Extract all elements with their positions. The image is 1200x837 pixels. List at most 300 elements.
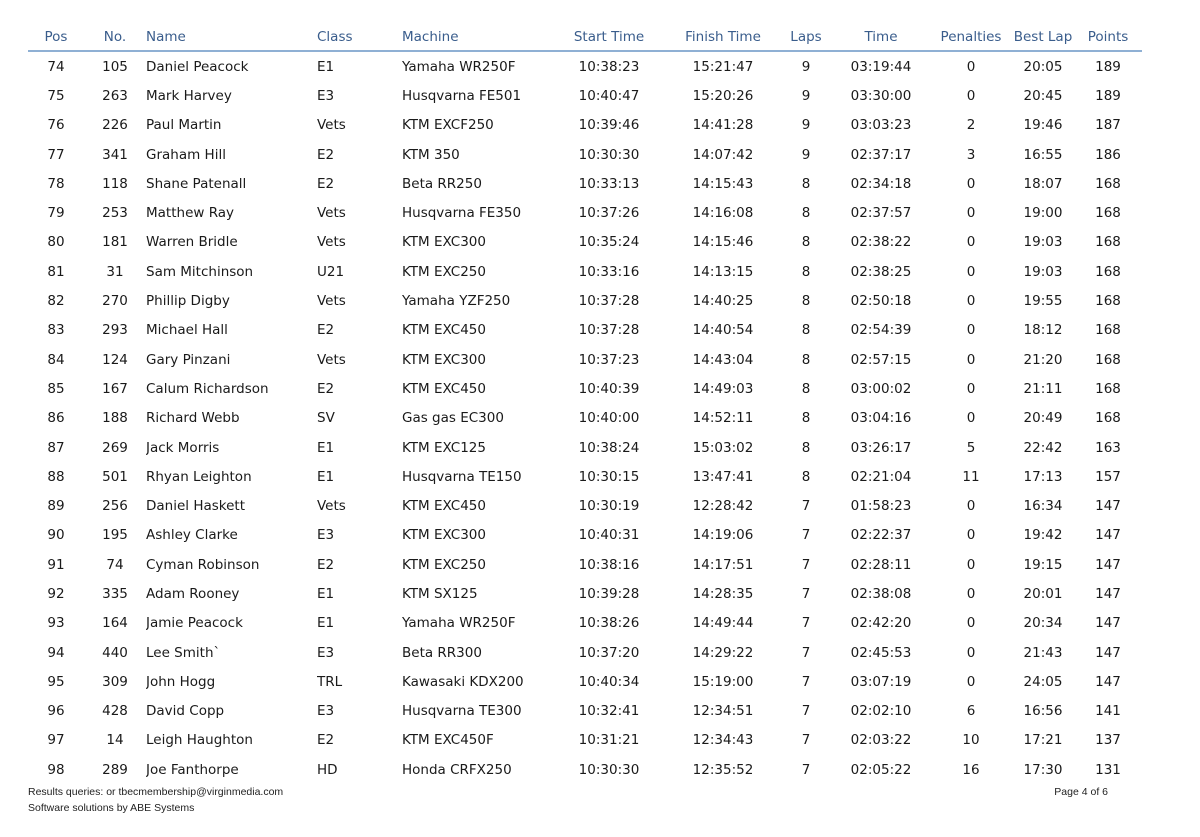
- cell-pos: 85: [47, 380, 65, 397]
- cell-finish-time: 14:15:46: [692, 234, 754, 251]
- cell-best-lap: 24:05: [1023, 673, 1063, 690]
- cell-penalties: 6: [966, 703, 976, 720]
- cell-class: E2: [317, 732, 335, 749]
- cell-laps: 7: [801, 615, 811, 632]
- cell-machine: Yamaha YZF250: [402, 293, 511, 310]
- table-row: [28, 169, 1142, 198]
- cell-class: Vets: [317, 498, 346, 515]
- cell-laps: 7: [801, 703, 811, 720]
- cell-laps: 8: [801, 205, 811, 222]
- cell-laps: 9: [801, 146, 811, 163]
- cell-start-time: 10:40:47: [578, 87, 640, 104]
- cell-start-time: 10:38:26: [578, 615, 640, 632]
- table-row: [28, 726, 1142, 755]
- cell-pos: 82: [47, 293, 65, 310]
- cell-time: 03:03:23: [850, 117, 912, 134]
- cell-start-time: 10:40:31: [578, 527, 640, 544]
- cell-best-lap: 21:20: [1023, 351, 1063, 368]
- cell-machine: Husqvarna FE501: [402, 87, 522, 104]
- cell-finish-time: 15:21:47: [692, 58, 754, 75]
- cell-class: E3: [317, 527, 335, 544]
- cell-start-time: 10:37:26: [578, 205, 640, 222]
- software-credit: Software solutions by ABE Systems: [28, 802, 195, 814]
- cell-laps: 8: [801, 439, 811, 456]
- cell-time: 02:37:57: [850, 205, 912, 222]
- cell-time: 02:28:11: [850, 556, 912, 573]
- column-header-penalties: Penalties: [930, 24, 1012, 51]
- cell-finish-time: 14:43:04: [692, 351, 754, 368]
- cell-machine: KTM EXC300: [402, 351, 486, 368]
- cell-laps: 8: [801, 410, 811, 427]
- cell-laps: 8: [801, 234, 811, 251]
- cell-number: 428: [102, 703, 128, 720]
- cell-pos: 83: [47, 322, 65, 339]
- cell-points: 147: [1095, 527, 1121, 544]
- table-row: [28, 198, 1142, 227]
- cell-machine: Husqvarna TE150: [402, 468, 522, 485]
- cell-number: 440: [102, 644, 128, 661]
- cell-machine: Beta RR300: [402, 644, 482, 661]
- cell-class: E3: [317, 644, 335, 661]
- cell-start-time: 10:40:39: [578, 380, 640, 397]
- cell-time: 02:21:04: [850, 468, 912, 485]
- table-row: [28, 550, 1142, 579]
- cell-finish-time: 12:34:51: [692, 703, 754, 720]
- cell-time: 01:58:23: [850, 498, 912, 515]
- cell-start-time: 10:38:16: [578, 556, 640, 573]
- cell-time: 02:22:37: [850, 527, 912, 544]
- cell-name: Daniel Haskett: [146, 498, 246, 515]
- cell-laps: 8: [801, 293, 811, 310]
- table-row: [28, 111, 1142, 140]
- cell-machine: Kawasaki KDX200: [402, 673, 524, 690]
- table-row: [28, 462, 1142, 491]
- cell-class: E1: [317, 585, 335, 602]
- cell-name: Gary Pinzani: [146, 351, 231, 368]
- cell-time: 02:05:22: [850, 761, 912, 778]
- cell-class: E2: [317, 175, 335, 192]
- cell-laps: 7: [801, 761, 811, 778]
- cell-time: 02:54:39: [850, 322, 912, 339]
- table-row: [28, 404, 1142, 433]
- cell-pos: 89: [47, 498, 65, 515]
- cell-class: Vets: [317, 205, 346, 222]
- cell-time: 02:38:08: [850, 585, 912, 602]
- cell-start-time: 10:37:23: [578, 351, 640, 368]
- cell-laps: 8: [801, 380, 811, 397]
- cell-best-lap: 19:46: [1023, 117, 1063, 134]
- cell-penalties: 0: [966, 322, 976, 339]
- cell-points: 186: [1095, 146, 1121, 163]
- cell-laps: 7: [801, 732, 811, 749]
- cell-penalties: 0: [966, 175, 976, 192]
- cell-points: 168: [1095, 205, 1121, 222]
- cell-laps: 9: [801, 87, 811, 104]
- cell-best-lap: 21:43: [1023, 644, 1063, 661]
- cell-best-lap: 16:56: [1023, 703, 1063, 720]
- cell-start-time: 10:35:24: [578, 234, 640, 251]
- cell-name: Jamie Peacock: [146, 615, 243, 632]
- cell-pos: 94: [47, 644, 65, 661]
- cell-penalties: 0: [966, 644, 976, 661]
- table-row: [28, 433, 1142, 462]
- cell-machine: KTM EXC450F: [402, 732, 494, 749]
- cell-laps: 8: [801, 351, 811, 368]
- cell-finish-time: 14:41:28: [692, 117, 754, 134]
- cell-pos: 97: [47, 732, 65, 749]
- cell-machine: KTM EXC125: [402, 439, 486, 456]
- cell-pos: 93: [47, 615, 65, 632]
- cell-machine: KTM EXCF250: [402, 117, 494, 134]
- cell-name: Sam Mitchinson: [146, 263, 254, 280]
- cell-finish-time: 12:28:42: [692, 498, 754, 515]
- cell-penalties: 0: [966, 410, 976, 427]
- cell-pos: 87: [47, 439, 65, 456]
- cell-finish-time: 15:20:26: [692, 87, 754, 104]
- cell-machine: Husqvarna TE300: [402, 703, 522, 720]
- cell-laps: 9: [801, 58, 811, 75]
- cell-pos: 91: [47, 556, 65, 573]
- table-row: [28, 579, 1142, 608]
- cell-best-lap: 20:45: [1023, 87, 1063, 104]
- cell-pos: 92: [47, 585, 65, 602]
- cell-time: 02:38:22: [850, 234, 912, 251]
- results-queries-note: Results queries: or tbecmembership@virginmedia.com: [28, 786, 284, 798]
- cell-finish-time: 14:15:43: [692, 175, 754, 192]
- cell-best-lap: 20:49: [1023, 410, 1063, 427]
- cell-start-time: 10:30:30: [578, 761, 640, 778]
- cell-pos: 75: [47, 87, 65, 104]
- cell-penalties: 0: [966, 351, 976, 368]
- cell-number: 118: [102, 175, 128, 192]
- cell-class: Vets: [317, 351, 346, 368]
- cell-finish-time: 15:03:02: [692, 439, 754, 456]
- cell-start-time: 10:32:41: [578, 703, 640, 720]
- cell-penalties: 0: [966, 234, 976, 251]
- cell-finish-time: 14:49:44: [692, 615, 754, 632]
- table-row: [28, 491, 1142, 520]
- cell-best-lap: 21:11: [1023, 380, 1063, 397]
- cell-name: Phillip Digby: [146, 293, 230, 310]
- cell-machine: KTM EXC450: [402, 380, 486, 397]
- cell-time: 03:07:19: [850, 673, 912, 690]
- table-row: [28, 316, 1142, 345]
- cell-laps: 9: [801, 117, 811, 134]
- cell-start-time: 10:33:13: [578, 175, 640, 192]
- cell-number: 195: [102, 527, 128, 544]
- cell-start-time: 10:39:28: [578, 585, 640, 602]
- cell-name: Lee Smith`: [146, 644, 221, 661]
- cell-start-time: 10:37:28: [578, 322, 640, 339]
- cell-time: 02:50:18: [850, 293, 912, 310]
- cell-penalties: 16: [962, 761, 980, 778]
- cell-start-time: 10:39:46: [578, 117, 640, 134]
- cell-time: 03:04:16: [850, 410, 912, 427]
- table-row: [28, 286, 1142, 315]
- cell-best-lap: 19:03: [1023, 234, 1063, 251]
- cell-machine: KTM EXC450: [402, 322, 486, 339]
- table-row: [28, 140, 1142, 169]
- cell-machine: Husqvarna FE350: [402, 205, 522, 222]
- cell-number: 188: [102, 410, 128, 427]
- cell-laps: 7: [801, 644, 811, 661]
- table-row: [28, 638, 1142, 667]
- cell-penalties: 0: [966, 615, 976, 632]
- cell-best-lap: 18:07: [1023, 175, 1063, 192]
- cell-points: 147: [1095, 498, 1121, 515]
- cell-penalties: 0: [966, 498, 976, 515]
- cell-class: E2: [317, 322, 335, 339]
- cell-machine: KTM EXC250: [402, 263, 486, 280]
- cell-pos: 76: [47, 117, 65, 134]
- cell-finish-time: 14:16:08: [692, 205, 754, 222]
- table-row: [28, 697, 1142, 726]
- cell-penalties: 0: [966, 673, 976, 690]
- column-header-machine: Machine: [402, 24, 552, 51]
- cell-best-lap: 20:05: [1023, 58, 1063, 75]
- column-header-finish-time: Finish Time: [666, 24, 780, 51]
- cell-points: 168: [1095, 380, 1121, 397]
- cell-finish-time: 14:13:15: [692, 263, 754, 280]
- cell-penalties: 0: [966, 293, 976, 310]
- cell-points: 141: [1095, 703, 1121, 720]
- column-header-laps: Laps: [780, 24, 832, 51]
- cell-finish-time: 14:52:11: [692, 410, 754, 427]
- cell-number: 124: [102, 351, 128, 368]
- column-header-time: Time: [832, 24, 930, 51]
- cell-machine: KTM EXC300: [402, 234, 486, 251]
- cell-machine: Gas gas EC300: [402, 410, 504, 427]
- cell-best-lap: 19:15: [1023, 556, 1063, 573]
- cell-penalties: 0: [966, 556, 976, 573]
- cell-laps: 8: [801, 468, 811, 485]
- cell-class: E3: [317, 703, 335, 720]
- cell-points: 137: [1095, 732, 1121, 749]
- cell-finish-time: 14:49:03: [692, 380, 754, 397]
- table-row: [28, 228, 1142, 257]
- cell-number: 105: [102, 58, 128, 75]
- cell-number: 226: [102, 117, 128, 134]
- cell-points: 187: [1095, 117, 1121, 134]
- cell-time: 03:30:00: [850, 87, 912, 104]
- cell-machine: KTM EXC450: [402, 498, 486, 515]
- table-row: [28, 667, 1142, 696]
- cell-best-lap: 22:42: [1023, 439, 1063, 456]
- cell-start-time: 10:30:15: [578, 468, 640, 485]
- cell-number: 253: [102, 205, 128, 222]
- cell-best-lap: 17:21: [1023, 732, 1063, 749]
- cell-class: SV: [317, 410, 335, 427]
- cell-time: 03:26:17: [850, 439, 912, 456]
- cell-name: Michael Hall: [146, 322, 228, 339]
- cell-points: 168: [1095, 351, 1121, 368]
- table-row: [28, 51, 1142, 81]
- cell-penalties: 5: [966, 439, 976, 456]
- cell-best-lap: 19:00: [1023, 205, 1063, 222]
- cell-points: 168: [1095, 263, 1121, 280]
- cell-time: 02:03:22: [850, 732, 912, 749]
- cell-points: 147: [1095, 644, 1121, 661]
- cell-penalties: 0: [966, 585, 976, 602]
- cell-laps: 7: [801, 585, 811, 602]
- cell-time: 02:02:10: [850, 703, 912, 720]
- cell-class: E1: [317, 439, 335, 456]
- cell-number: 289: [102, 761, 128, 778]
- cell-penalties: 0: [966, 527, 976, 544]
- cell-finish-time: 14:40:25: [692, 293, 754, 310]
- cell-best-lap: 19:55: [1023, 293, 1063, 310]
- column-header-name: Name: [146, 24, 317, 51]
- cell-points: 163: [1095, 439, 1121, 456]
- cell-name: Rhyan Leighton: [146, 468, 252, 485]
- cell-machine: KTM SX125: [402, 585, 478, 602]
- cell-machine: KTM EXC250: [402, 556, 486, 573]
- cell-name: Mark Harvey: [146, 87, 232, 104]
- cell-start-time: 10:37:20: [578, 644, 640, 661]
- cell-name: Shane Patenall: [146, 175, 247, 192]
- cell-finish-time: 14:28:35: [692, 585, 754, 602]
- cell-name: Jack Morris: [146, 439, 220, 456]
- cell-machine: Yamaha WR250F: [402, 58, 516, 75]
- cell-points: 168: [1095, 322, 1121, 339]
- cell-best-lap: 16:34: [1023, 498, 1063, 515]
- cell-name: Warren Bridle: [146, 234, 238, 251]
- cell-time: 02:42:20: [850, 615, 912, 632]
- cell-start-time: 10:33:16: [578, 263, 640, 280]
- table-row: [28, 521, 1142, 550]
- cell-start-time: 10:38:24: [578, 439, 640, 456]
- column-header-class: Class: [317, 24, 402, 51]
- cell-machine: Beta RR250: [402, 175, 482, 192]
- cell-machine: KTM EXC300: [402, 527, 486, 544]
- cell-points: 147: [1095, 615, 1121, 632]
- cell-pos: 78: [47, 175, 65, 192]
- cell-machine: KTM 350: [402, 146, 460, 163]
- cell-penalties: 0: [966, 205, 976, 222]
- cell-points: 189: [1095, 87, 1121, 104]
- cell-number: 270: [102, 293, 128, 310]
- cell-start-time: 10:31:21: [578, 732, 640, 749]
- cell-best-lap: 20:01: [1023, 585, 1063, 602]
- cell-finish-time: 12:35:52: [692, 761, 754, 778]
- cell-class: TRL: [317, 673, 343, 690]
- cell-points: 147: [1095, 585, 1121, 602]
- cell-best-lap: 20:34: [1023, 615, 1063, 632]
- cell-number: 164: [102, 615, 128, 632]
- cell-class: U21: [317, 263, 345, 280]
- page-number: Page 4 of 6: [1054, 786, 1108, 798]
- cell-class: E2: [317, 380, 335, 397]
- cell-pos: 81: [47, 263, 65, 280]
- cell-points: 168: [1095, 410, 1121, 427]
- cell-class: Vets: [317, 117, 346, 134]
- cell-number: 335: [102, 585, 128, 602]
- cell-penalties: 10: [962, 732, 980, 749]
- cell-points: 168: [1095, 175, 1121, 192]
- cell-pos: 86: [47, 410, 65, 427]
- results-table: [28, 24, 1142, 784]
- cell-best-lap: 17:30: [1023, 761, 1063, 778]
- column-header-best-lap: Best Lap: [1012, 24, 1074, 51]
- cell-finish-time: 12:34:43: [692, 732, 754, 749]
- cell-pos: 95: [47, 673, 65, 690]
- table-row: [28, 755, 1142, 784]
- cell-laps: 8: [801, 175, 811, 192]
- cell-finish-time: 14:07:42: [692, 146, 754, 163]
- cell-start-time: 10:37:28: [578, 293, 640, 310]
- cell-number: 256: [102, 498, 128, 515]
- cell-class: E3: [317, 87, 335, 104]
- cell-number: 181: [102, 234, 128, 251]
- cell-class: E2: [317, 146, 335, 163]
- cell-machine: Honda CRFX250: [402, 761, 512, 778]
- cell-time: 02:38:25: [850, 263, 912, 280]
- cell-start-time: 10:40:34: [578, 673, 640, 690]
- cell-best-lap: 17:13: [1023, 468, 1063, 485]
- cell-pos: 74: [47, 58, 65, 75]
- cell-laps: 7: [801, 556, 811, 573]
- cell-number: 309: [102, 673, 128, 690]
- cell-penalties: 2: [966, 117, 976, 134]
- cell-name: Matthew Ray: [146, 205, 235, 222]
- cell-number: 293: [102, 322, 128, 339]
- cell-time: 02:57:15: [850, 351, 912, 368]
- cell-best-lap: 19:42: [1023, 527, 1063, 544]
- cell-best-lap: 16:55: [1023, 146, 1063, 163]
- cell-laps: 7: [801, 498, 811, 515]
- cell-points: 189: [1095, 58, 1121, 75]
- cell-class: E1: [317, 58, 335, 75]
- cell-class: HD: [317, 761, 338, 778]
- cell-pos: 80: [47, 234, 65, 251]
- cell-number: 31: [106, 263, 124, 280]
- cell-start-time: 10:30:30: [578, 146, 640, 163]
- column-header-pos: Pos: [28, 24, 84, 51]
- cell-number: 269: [102, 439, 128, 456]
- cell-name: Ashley Clarke: [146, 527, 238, 544]
- cell-number: 341: [102, 146, 128, 163]
- cell-penalties: 0: [966, 87, 976, 104]
- cell-finish-time: 14:17:51: [692, 556, 754, 573]
- cell-class: Vets: [317, 234, 346, 251]
- cell-points: 131: [1095, 761, 1121, 778]
- cell-name: Daniel Peacock: [146, 58, 249, 75]
- cell-penalties: 3: [966, 146, 976, 163]
- table-row: [28, 609, 1142, 638]
- cell-time: 02:34:18: [850, 175, 912, 192]
- cell-points: 168: [1095, 293, 1121, 310]
- table-row: [28, 81, 1142, 110]
- cell-machine: Yamaha WR250F: [402, 615, 516, 632]
- cell-laps: 7: [801, 673, 811, 690]
- cell-penalties: 0: [966, 58, 976, 75]
- cell-points: 147: [1095, 673, 1121, 690]
- cell-points: 147: [1095, 556, 1121, 573]
- cell-pos: 77: [47, 146, 65, 163]
- cell-finish-time: 14:40:54: [692, 322, 754, 339]
- cell-number: 167: [102, 380, 128, 397]
- cell-finish-time: 13:47:41: [692, 468, 754, 485]
- cell-class: E2: [317, 556, 335, 573]
- cell-name: John Hogg: [146, 673, 216, 690]
- cell-start-time: 10:30:19: [578, 498, 640, 515]
- cell-pos: 79: [47, 205, 65, 222]
- table-row: [28, 374, 1142, 403]
- column-header-start-time: Start Time: [552, 24, 666, 51]
- cell-name: David Copp: [146, 703, 225, 720]
- cell-time: 03:00:02: [850, 380, 912, 397]
- cell-finish-time: 15:19:00: [692, 673, 754, 690]
